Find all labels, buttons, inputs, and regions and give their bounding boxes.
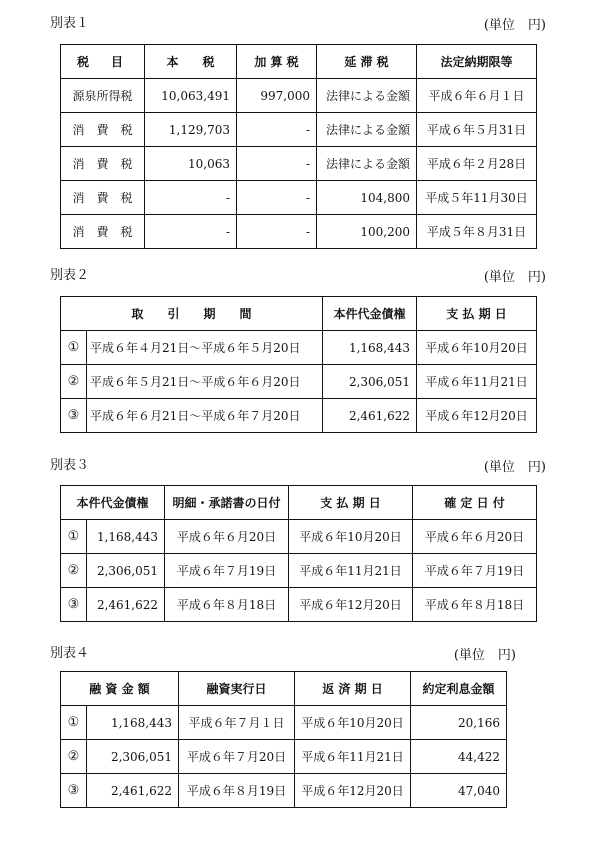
table3-cell-index: ③ — [61, 588, 87, 622]
table3-cell-statement-date: 平成６年７月19日 — [165, 554, 289, 588]
table2-cell-payment-date: 平成６年12月20日 — [417, 399, 537, 433]
table-row — [61, 706, 507, 740]
table-row — [61, 331, 537, 365]
table4-cell-repayment-date: 平成６年10月20日 — [295, 706, 411, 740]
table1-cell-delinquency: 104,800 — [317, 181, 417, 215]
table3-cell-statement-date: 平成６年６月20日 — [165, 520, 289, 554]
table4-cell-index: ① — [61, 706, 87, 740]
table1-header-due-date: 法定納期限等 — [417, 45, 537, 79]
table4-unit: (単位 円) — [453, 648, 516, 663]
table-row — [61, 774, 507, 808]
table1-cell-tax-item: 消 費 税 — [61, 215, 145, 249]
table1-cell-tax-item: 消 費 税 — [61, 113, 145, 147]
table1-cell-due-date: 平成６年６月１日 — [417, 79, 537, 113]
table2-caption: 別表２ — [50, 268, 90, 283]
table4-header-row — [61, 672, 507, 706]
table-row — [61, 554, 537, 588]
table1-cell-tax-item: 消 費 税 — [61, 147, 145, 181]
table3-caption: 別表３ — [50, 458, 90, 473]
table3-cell-claim: 2,461,622 — [87, 588, 165, 622]
table4-cell-loan-amount: 2,461,622 — [87, 774, 179, 808]
table3-header-statement-date: 明細・承諾書の日付 — [165, 486, 289, 520]
table2-cell-index: ① — [61, 331, 87, 365]
table2-header-row — [61, 297, 537, 331]
table2 — [60, 296, 537, 433]
table3-cell-certified-date: 平成６年７月19日 — [413, 554, 537, 588]
table2-cell-claim: 2,306,051 — [323, 365, 417, 399]
table1-caption: 別表１ — [50, 16, 90, 31]
table-row — [61, 399, 537, 433]
table2-header-payment-date: 支 払 期 日 — [417, 297, 537, 331]
table1-cell-principal: 10,063,491 — [145, 79, 237, 113]
table1-cell-due-date: 平成５年８月31日 — [417, 215, 537, 249]
table2-header-claim: 本件代金債権 — [323, 297, 417, 331]
table1-cell-principal: 10,063 — [145, 147, 237, 181]
table4-cell-repayment-date: 平成６年11月21日 — [295, 740, 411, 774]
table4-cell-interest: 20,166 — [411, 706, 507, 740]
table-row — [61, 113, 537, 147]
table-row — [61, 740, 507, 774]
table1-cell-due-date: 平成６年２月28日 — [417, 147, 537, 181]
table1-header-additional-tax: 加 算 税 — [237, 45, 317, 79]
table4-header-repayment-date: 返 済 期 日 — [295, 672, 411, 706]
table1-header-principal-tax: 本 税 — [145, 45, 237, 79]
table3-cell-certified-date: 平成６年８月18日 — [413, 588, 537, 622]
table4-cell-loan-date: 平成６年７月１日 — [179, 706, 295, 740]
table4-cell-interest: 47,040 — [411, 774, 507, 808]
table1-header-delinquency-tax: 延 滞 税 — [317, 45, 417, 79]
table4-cell-index: ② — [61, 740, 87, 774]
table3-cell-payment-date: 平成６年12月20日 — [289, 588, 413, 622]
table4-cell-repayment-date: 平成６年12月20日 — [295, 774, 411, 808]
table2-cell-period: 平成６年４月21日～平成６年５月20日 — [87, 331, 323, 365]
table1-cell-due-date: 平成６年５月31日 — [417, 113, 537, 147]
table4-cell-loan-date: 平成６年８月19日 — [179, 774, 295, 808]
table2-cell-period: 平成６年５月21日～平成６年６月20日 — [87, 365, 323, 399]
table3-cell-index: ① — [61, 520, 87, 554]
table2-cell-claim: 1,168,443 — [323, 331, 417, 365]
table4-header-loan-date: 融資実行日 — [179, 672, 295, 706]
table3-unit: (単位 円) — [483, 460, 546, 475]
table4-header-loan-amount: 融 資 金 額 — [61, 672, 179, 706]
table-row — [61, 147, 537, 181]
table3-cell-claim: 2,306,051 — [87, 554, 165, 588]
table4-caption: 別表４ — [50, 646, 90, 661]
table-row — [61, 181, 537, 215]
table2-cell-payment-date: 平成６年10月20日 — [417, 331, 537, 365]
table1-cell-principal: - — [145, 215, 237, 249]
table3-cell-index: ② — [61, 554, 87, 588]
table1-header-tax-item: 税 目 — [61, 45, 145, 79]
table4-cell-loan-date: 平成６年７月20日 — [179, 740, 295, 774]
table1-cell-additional: - — [237, 113, 317, 147]
table3-cell-payment-date: 平成６年10月20日 — [289, 520, 413, 554]
table1-cell-tax-item: 源泉所得税 — [61, 79, 145, 113]
table1 — [60, 44, 537, 249]
table-row — [61, 520, 537, 554]
table1-header-row — [61, 45, 537, 79]
table3-cell-statement-date: 平成６年８月18日 — [165, 588, 289, 622]
table-row — [61, 365, 537, 399]
table3-header-certified-date: 確 定 日 付 — [413, 486, 537, 520]
table4-header-interest: 約定利息金額 — [411, 672, 507, 706]
table1-cell-additional: 997,000 — [237, 79, 317, 113]
table1-cell-due-date: 平成５年11月30日 — [417, 181, 537, 215]
table2-cell-payment-date: 平成６年11月21日 — [417, 365, 537, 399]
table1-cell-additional: - — [237, 147, 317, 181]
table3 — [60, 485, 537, 622]
table3-header-payment-date: 支 払 期 日 — [289, 486, 413, 520]
table-row — [61, 215, 537, 249]
table3-header-claim: 本件代金債権 — [61, 486, 165, 520]
table1-cell-delinquency: 法律による金額 — [317, 147, 417, 181]
table2-header-period: 取 引 期 間 — [61, 297, 323, 331]
table1-cell-additional: - — [237, 181, 317, 215]
table3-cell-payment-date: 平成６年11月21日 — [289, 554, 413, 588]
table2-cell-index: ③ — [61, 399, 87, 433]
table1-cell-principal: - — [145, 181, 237, 215]
table4-cell-interest: 44,422 — [411, 740, 507, 774]
table1-cell-delinquency: 100,200 — [317, 215, 417, 249]
table4-cell-index: ③ — [61, 774, 87, 808]
table4 — [60, 671, 507, 808]
table1-cell-principal: 1,129,703 — [145, 113, 237, 147]
table-row — [61, 588, 537, 622]
table1-cell-delinquency: 法律による金額 — [317, 113, 417, 147]
table2-cell-period: 平成６年６月21日～平成６年７月20日 — [87, 399, 323, 433]
table-row — [61, 79, 537, 113]
table2-unit: (単位 円) — [483, 270, 546, 285]
table4-cell-loan-amount: 1,168,443 — [87, 706, 179, 740]
table3-cell-claim: 1,168,443 — [87, 520, 165, 554]
table3-cell-certified-date: 平成６年６月20日 — [413, 520, 537, 554]
table1-unit: (単位 円) — [483, 18, 546, 33]
table4-cell-loan-amount: 2,306,051 — [87, 740, 179, 774]
table1-cell-delinquency: 法律による金額 — [317, 79, 417, 113]
table3-header-row — [61, 486, 537, 520]
table2-cell-claim: 2,461,622 — [323, 399, 417, 433]
table1-cell-additional: - — [237, 215, 317, 249]
table2-cell-index: ② — [61, 365, 87, 399]
table1-cell-tax-item: 消 費 税 — [61, 181, 145, 215]
